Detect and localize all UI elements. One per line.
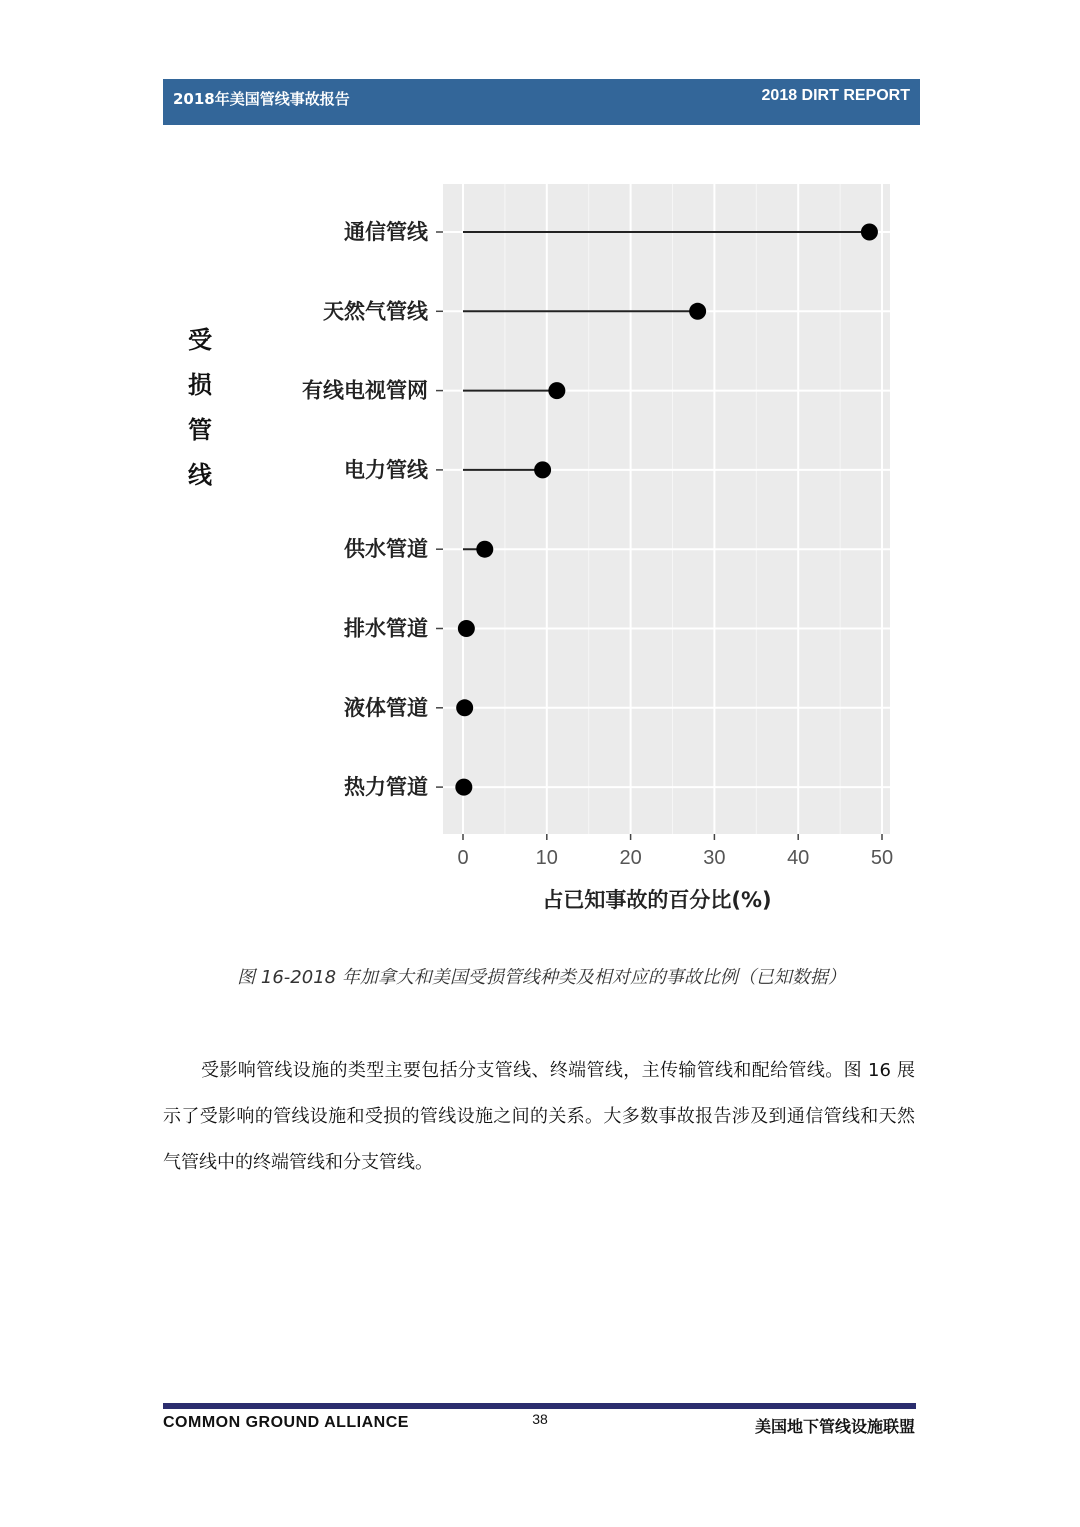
- header-right-title: 2018 DIRT REPORT: [761, 87, 910, 104]
- x-tick-label: 40: [787, 847, 810, 869]
- page-number: 38: [532, 1411, 548, 1427]
- footer-divider: [163, 1403, 916, 1409]
- series-point: [861, 224, 878, 241]
- footer-organization: COMMON GROUND ALLIANCE: [163, 1414, 409, 1431]
- category-label: 通信管线: [344, 220, 428, 244]
- series-point: [476, 541, 493, 558]
- series-point: [689, 303, 706, 320]
- category-label: 供水管道: [344, 537, 428, 562]
- category-label: 有线电视管网: [302, 378, 428, 403]
- x-tick-label: 10: [535, 847, 558, 869]
- y-axis-title-char: 受: [188, 326, 212, 354]
- figure-caption: 图 16-2018 年加拿大和美国受损管线种类及相对应的事故比例（已知数据）: [237, 967, 846, 988]
- x-tick-label: 50: [870, 847, 894, 869]
- x-tick-label: 20: [619, 847, 642, 869]
- series-point: [455, 779, 472, 796]
- y-axis-title-char: 管: [188, 416, 212, 444]
- series-point: [458, 620, 475, 637]
- x-axis-title: 占已知事故的百分比(%): [542, 888, 772, 912]
- category-label: 热力管道: [344, 775, 428, 800]
- body-paragraph: 受影响管线设施的类型主要包括分支管线、终端管线，主传输管线和配给管线。图 16 展示了受影响的管线设施和受损的管线设施之间的关系。大多数事故报告涉及到通信管线和天然气管线中的终端管线和分支管线。: [163, 1060, 915, 1173]
- category-label: 排水管道: [344, 616, 428, 641]
- x-tick-labels: [457, 834, 893, 869]
- series-point: [548, 382, 565, 399]
- header-left-title: 2018年美国管线事故报告: [173, 90, 350, 108]
- y-axis-title-char: 损: [188, 371, 212, 399]
- plot-background: [443, 184, 890, 834]
- series-point: [456, 699, 473, 716]
- category-label: 天然气管线: [323, 299, 428, 324]
- y-axis-title-char: 线: [188, 461, 212, 489]
- series-point: [534, 461, 551, 478]
- x-tick-label: 30: [703, 847, 726, 869]
- category-labels: [302, 220, 443, 799]
- category-label: 电力管线: [344, 457, 428, 482]
- category-label: 液体管道: [344, 695, 428, 720]
- x-tick-label: 0: [457, 847, 469, 869]
- footer-organization-cn: 美国地下管线设施联盟: [754, 1417, 915, 1436]
